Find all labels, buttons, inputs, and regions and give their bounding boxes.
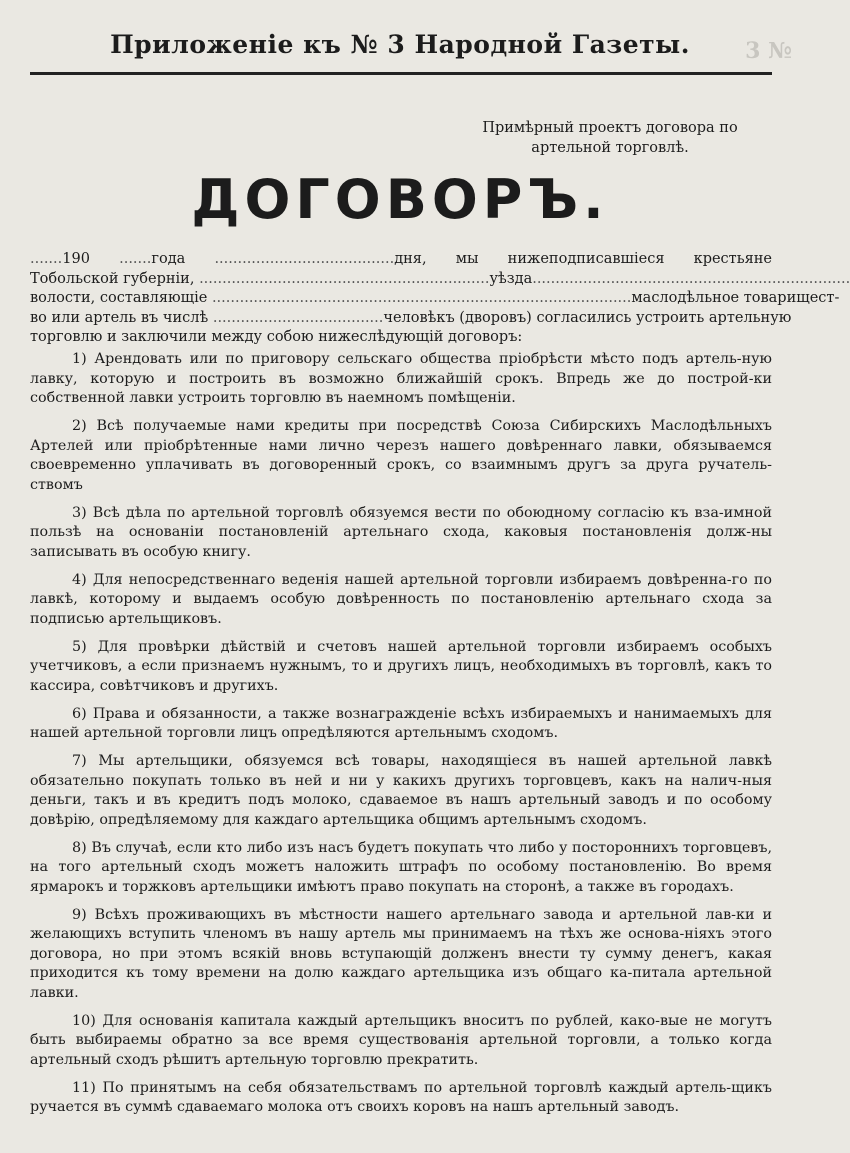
intro-line-5: торговлю и заключили между собою нижеслѣдующій договоръ: xyxy=(30,329,523,345)
paragraph-11: 11) По принятымъ на себя обязательствамъ по артельной торговлѣ каждый артель-щикъ ручается въ суммѣ сдаваемаго молока отъ своихъ коровъ на нашъ артельный заводъ. xyxy=(30,1079,772,1115)
paragraph-3: 3) Всѣ дѣла по артельной торговлѣ обязуемся вести по обоюдному согласію къ вза-имной пользѣ на основаніи постановленій артельнаго схода, каковыя постановленія долж-ны записывать въ особую книгу. xyxy=(30,504,772,560)
paragraph-2: 2) Всѣ получаемые нами кредиты при посредствѣ Союза Сибирскихъ Маслодѣльныхъ Артелей или пріобрѣтенные нами лично черезъ нашего довѣреннаго лавки, обязываемся своевременно уплачивать въ договоренный срокъ, со взаимнымъ другъ за друга ручатель-ствомъ xyxy=(30,418,772,493)
document-title: ДОГОВОРЪ. xyxy=(191,168,609,231)
paragraph-1: 1) Арендовать или по приговору сельскаго общества пріобрѣсти мѣсто подъ артель-ную лавку, которую и построить въ возможно ближайшій срокъ. Впредь же до построй-ки собственной лавки устроить торговлю въ наемномъ помѣщеніи. xyxy=(30,351,772,406)
draft-note-line-1: Примѣрный проектъ договора по xyxy=(482,120,738,136)
page-header-title: Приложеніе къ № 3 Народной Газеты. xyxy=(110,30,690,59)
paragraph-10: 10) Для основанія капитала каждый артельщикъ вноситъ по рублей, како-вые не могутъ быть выбираемы обратно за все время существованія артельной торговли, а только когда артельный сходъ рѣшитъ артельную торговлю прекратить. xyxy=(30,1012,772,1068)
paragraph-8: 8) Въ случаѣ, если кто либо изъ насъ будетъ покупать что либо у постороннихъ торговцевъ, на того артельный сходъ можетъ наложить штрафъ по особому постановленію. Во время ярмарокъ и торжковъ артельщики имѣютъ право покупать на сторонѣ, а также въ городахъ. xyxy=(30,839,772,895)
contract-paragraphs xyxy=(30,350,772,1126)
paragraph-9: 9) Всѣхъ проживающихъ въ мѣстности нашего артельнаго завода и артельной лав-ки и желающихъ вступить членомъ въ нашу артель мы принимаемъ на тѣхъ же основа-ніяхъ этого договора, но при этомъ всякій вновь вступающій долженъ внести ту сумму денегъ, какая приходится къ тому времени на долю каждаго артельщика изъ общаго ка-питала артельной лавки. xyxy=(30,906,772,1001)
paragraph-4: 4) Для непосредственнаго веденія нашей артельной торговли избираемъ довѣренна-го по лавкѣ, которому и выдаемъ особую довѣренность по постановленію артельнаго схода за подписью артельщиковъ. xyxy=(30,571,772,627)
paragraph-6: 6) Права и обязанности, а также вознагражденіе всѣхъ избираемыхъ и нанимаемыхъ для нашей артельной торговли лицъ опредѣляются артельнымъ сходомъ. xyxy=(30,705,772,741)
paragraph-5: 5) Для провѣрки дѣйствій и счетовъ нашей артельной торговли избираемъ особыхъ учетчиковъ, а если признаемъ нужнымъ, то и другихъ лицъ, необходимыхъ въ торговлѣ, какъ то кассира, совѣтчиковъ и другихъ. xyxy=(30,638,772,694)
header-rule xyxy=(30,72,772,75)
intro-line-3: волости, составляющіе ...........................................................................................маслодѣльное товарищест- xyxy=(30,290,840,306)
intro-block xyxy=(30,250,850,348)
intro-line-2: Тобольской губерніи, ...............................................................уѣзда..................................................................... xyxy=(30,270,850,287)
draft-note xyxy=(440,118,780,158)
draft-note-line-2: артельной торговлѣ. xyxy=(531,140,689,156)
paragraph-7: 7) Мы артельщики, обязуемся всѣ товары, находящіеся въ нашей артельной лавкѣ обязательно покупать только въ ней и ни у какихъ другихъ торговцевъ, какъ на налич-ныя деньги, такъ и въ кредитъ подъ молоко, сдаваемое въ нашъ артельный заводъ и по особому довѣрію, опредѣляемому для каждаго артельщика общимъ артельнымъ сходомъ. xyxy=(30,753,772,828)
bleed-through-number: 3 № xyxy=(745,38,792,64)
intro-line-1: .......190 .......года .......................................дня, мы нижеподписавшіеся крестьяне xyxy=(30,251,772,267)
intro-line-4: во или артель въ числѣ .....................................человѣкъ (дворовъ) согласились устроить артельную xyxy=(30,309,792,326)
